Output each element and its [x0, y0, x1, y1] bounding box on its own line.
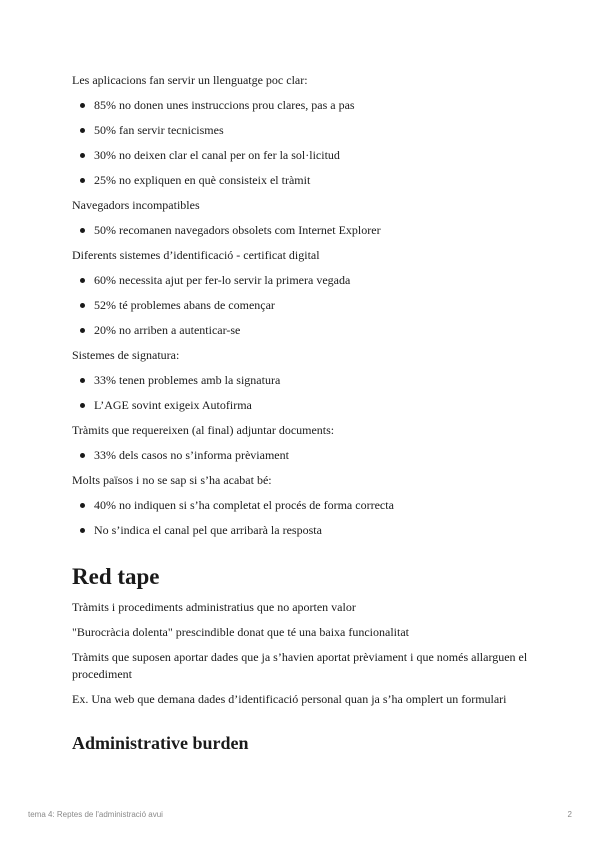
- bullet-list: [72, 97, 532, 189]
- page-number: 2: [567, 810, 572, 819]
- list-item-text: 50% fan servir tecnicismes: [94, 123, 224, 137]
- paragraph: "Burocràcia dolenta" prescindible donat que té una baixa funcionalitat: [72, 625, 410, 639]
- list-item: [72, 147, 532, 164]
- bullet-icon: [80, 153, 85, 158]
- list-item-text: 30% no deixen clar el canal per on fer la sol·licitud: [94, 148, 340, 162]
- bullet-icon: [80, 453, 85, 458]
- list-item-text: 40% no indiquen si s’ha completat el procés de forma correcta: [94, 498, 394, 512]
- paragraph: Tràmits que suposen aportar dades que ja s’havien aportat prèviament i que només allarguen el procediment: [72, 650, 528, 681]
- section-heading: Les aplicacions fan servir un llenguatge poc clar:: [72, 73, 308, 87]
- list-item-text: 50% recomanen navegadors obsolets com Internet Explorer: [94, 223, 381, 237]
- list-item-text: 20% no arriben a autenticar-se: [94, 323, 241, 337]
- list-item: [72, 122, 532, 139]
- bullet-icon: [80, 528, 85, 533]
- list-item: [72, 172, 532, 189]
- document-body: [72, 72, 532, 754]
- section-heading: Molts països i no se sap si s’ha acabat bé:: [72, 473, 272, 487]
- list-item-text: 25% no expliquen en què consisteix el tràmit: [94, 173, 311, 187]
- bullet-icon: [80, 503, 85, 508]
- list-item-text: 60% necessita ajut per fer-lo servir la primera vegada: [94, 273, 351, 287]
- paragraph: Tràmits i procediments administratius que no aporten valor: [72, 600, 356, 614]
- section-heading: Sistemes de signatura:: [72, 348, 180, 362]
- section-heading: Diferents sistemes d’identificació - certificat digital: [72, 248, 320, 262]
- list-item-text: 33% tenen problemes amb la signatura: [94, 373, 281, 387]
- bullet-icon: [80, 403, 85, 408]
- bullet-list: [72, 272, 532, 339]
- list-item-text: No s’indica el canal pel que arribarà la resposta: [94, 523, 322, 537]
- section-heading: Navegadors incompatibles: [72, 198, 200, 212]
- list-item-text: 33% dels casos no s’informa prèviament: [94, 448, 289, 462]
- list-item: [72, 272, 532, 289]
- bullet-icon: [80, 378, 85, 383]
- list-item: [72, 372, 532, 389]
- administrative-burden-heading: Administrative burden: [72, 733, 249, 753]
- list-item: [72, 447, 532, 464]
- list-item: [72, 522, 532, 539]
- bullet-list: [72, 372, 532, 414]
- section-heading: Tràmits que requereixen (al final) adjuntar documents:: [72, 423, 335, 437]
- bullet-list: [72, 447, 532, 464]
- bullet-icon: [80, 103, 85, 108]
- bullet-list: [72, 497, 532, 539]
- list-item: [72, 497, 532, 514]
- red-tape-heading: Red tape: [72, 564, 160, 589]
- list-item-text: 85% no donen unes instruccions prou clares, pas a pas: [94, 98, 355, 112]
- list-item-text: L’AGE sovint exigeix Autofirma: [94, 398, 252, 412]
- list-item: [72, 222, 532, 239]
- bullet-icon: [80, 128, 85, 133]
- bullet-list: [72, 222, 532, 239]
- list-item-text: 52% té problemes abans de començar: [94, 298, 275, 312]
- list-item: [72, 97, 532, 114]
- paragraph: Ex. Una web que demana dades d’identificació personal quan ja s’ha omplert un formulari: [72, 692, 507, 706]
- list-item: [72, 297, 532, 314]
- list-item: [72, 322, 532, 339]
- list-item: [72, 397, 532, 414]
- footer-title: tema 4: Reptes de l'administració avui: [28, 810, 163, 819]
- bullet-icon: [80, 228, 85, 233]
- bullet-icon: [80, 328, 85, 333]
- page-footer: [28, 810, 572, 819]
- bullet-icon: [80, 278, 85, 283]
- bullet-icon: [80, 303, 85, 308]
- bullet-icon: [80, 178, 85, 183]
